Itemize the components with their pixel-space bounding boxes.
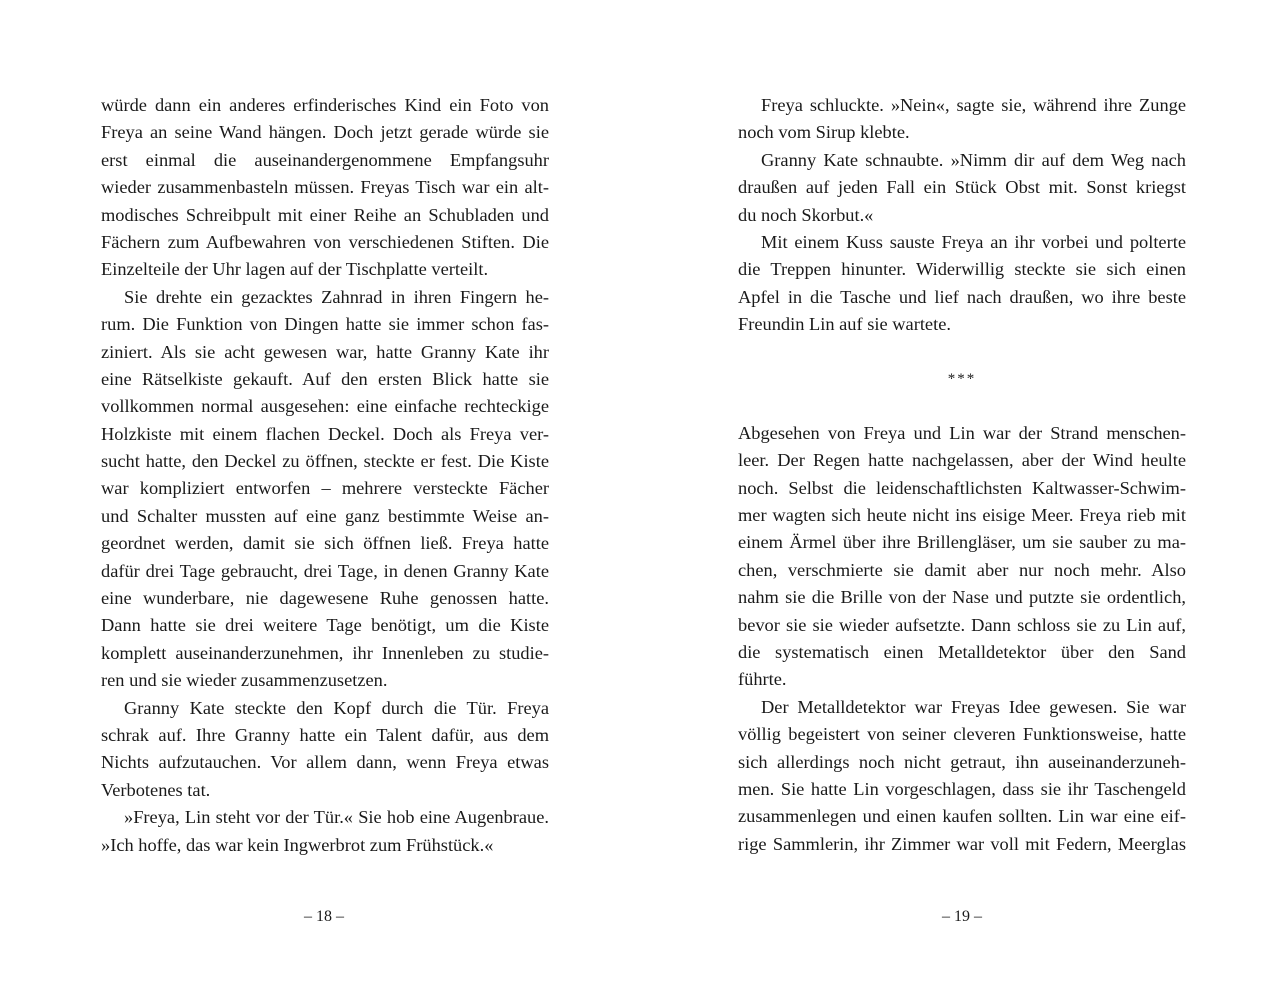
text-line: Freya an seine Wand hängen. Doch jetzt gerade würde sie xyxy=(101,122,549,143)
text-line: Verbotenes tat. xyxy=(101,779,211,800)
page-number-right: – 19 – xyxy=(942,908,982,925)
text-line: und Schalter mussten auf eine ganz bestimmte Weise an- xyxy=(101,505,549,526)
text-line: Dann hatte sie drei weitere Tage benötigt, um die Kiste xyxy=(101,615,549,636)
text-line: eine wunderbare, nie dagewesene Ruhe genossen hatte. xyxy=(101,588,549,609)
right-page-text xyxy=(738,92,1186,858)
text-line: modisches Schreibpult mit einer Reihe an Schubladen und xyxy=(101,204,549,225)
text-line: »Freya, Lin steht vor der Tür.« Sie hob eine Augenbraue. xyxy=(124,807,549,828)
left-page xyxy=(0,0,642,1000)
text-line: Freya schluckte. »Nein«, sagte sie, während ihre Zunge xyxy=(761,95,1186,115)
text-line: sucht hatte, den Deckel zu öffnen, steckte er fest. Die Kiste xyxy=(101,451,549,472)
right-page-text-top xyxy=(738,92,1186,339)
paragraph xyxy=(101,804,549,859)
text-line: chen, verschmierte sie damit aber nur noch mehr. Also xyxy=(738,559,1186,580)
text-line: führte. xyxy=(738,669,787,690)
left-page-text xyxy=(101,92,549,859)
right-page-text-bottom xyxy=(738,420,1186,858)
text-line: bevor sie sie wieder aufsetzte. Dann schloss sie zu Lin auf, xyxy=(738,614,1186,635)
text-line: mer wagten sich heute nicht ins eisige Meer. Freya rieb mit xyxy=(738,505,1186,526)
text-line: einem Ärmel über ihre Brillengläser, um sie sauber zu ma- xyxy=(738,532,1186,553)
text-line: die systematisch einen Metalldetektor über den Sand xyxy=(738,642,1186,663)
text-line: Der Metalldetektor war Freyas Idee gewesen. Sie war xyxy=(761,696,1186,717)
text-line: ziniert. Als sie acht gewesen war, hatte Granny Kate ihr xyxy=(101,341,549,362)
page-number-left: – 18 – xyxy=(304,908,344,925)
paragraph xyxy=(738,694,1186,858)
text-line: Nichts aufzutauchen. Vor allem dann, wenn Freya etwas xyxy=(101,752,549,773)
text-line: vollkommen normal ausgesehen: eine einfache rechteckige xyxy=(101,396,549,417)
text-line: »Ich hoffe, das war kein Ingwerbrot zum Frühstück.« xyxy=(101,834,494,855)
text-line: komplett auseinanderzunehmen, ihr Innenleben zu studie- xyxy=(101,642,549,663)
paragraph xyxy=(738,420,1186,694)
text-line: draußen auf jeden Fall ein Stück Obst mit. Sonst kriegst xyxy=(738,177,1186,198)
text-line: nahm sie die Brille von der Nase und putzte sie ordentlich, xyxy=(738,587,1186,608)
section-separator: *** xyxy=(947,370,977,387)
text-line: eine Rätselkiste gekauft. Auf den ersten Blick hatte sie xyxy=(101,368,549,389)
text-line: Abgesehen von Freya und Lin war der Strand menschen- xyxy=(738,422,1186,443)
text-line: Einzelteile der Uhr lagen auf der Tischplatte verteilt. xyxy=(101,259,489,280)
text-line: rige Sammlerin, ihr Zimmer war voll mit Federn, Meerglas xyxy=(738,833,1186,854)
right-page xyxy=(643,0,1285,1000)
text-line: Granny Kate schnaubte. »Nimm dir auf dem Weg nach xyxy=(761,149,1186,170)
text-line: sich allerdings noch nicht getraut, ihn auseinanderzuneh- xyxy=(738,751,1186,772)
text-line: Holzkiste mit einem flachen Deckel. Doch als Freya ver- xyxy=(101,423,549,444)
paragraph xyxy=(101,92,549,284)
text-line: Sie drehte ein gezacktes Zahnrad in ihren Fingern he- xyxy=(124,286,549,307)
paragraph xyxy=(738,229,1186,339)
text-line: Fächern zum Aufbewahren von verschiedenen Stiften. Die xyxy=(101,231,549,252)
paragraph xyxy=(101,284,549,695)
text-line: dafür drei Tage gebraucht, drei Tage, in denen Granny Kate xyxy=(101,560,549,581)
text-line: zusammenlegen und einen kaufen sollten. Lin war eine eif- xyxy=(738,806,1186,827)
paragraph xyxy=(738,147,1186,229)
text-line: erst einmal die auseinandergenommene Empfangsuhr xyxy=(101,149,549,170)
paragraph xyxy=(738,92,1186,147)
text-line: würde dann ein anderes erfinderisches Kind ein Foto von xyxy=(101,95,549,115)
text-line: die Treppen hinunter. Widerwillig steckte sie sich einen xyxy=(738,259,1186,280)
text-line: war kompliziert entworfen – mehrere versteckte Fächer xyxy=(101,478,549,499)
text-line: Apfel in die Tasche und lief nach draußen, wo ihre beste xyxy=(738,286,1186,307)
text-line: ren und sie wieder zusammenzusetzen. xyxy=(101,670,388,691)
text-line: Freundin Lin auf sie wartete. xyxy=(738,314,951,335)
text-line: du noch Skorbut.« xyxy=(738,204,874,225)
text-line: wieder zusammenbasteln müssen. Freyas Tisch war ein alt- xyxy=(101,177,549,198)
text-line: geordnet werden, damit sie sich öffnen ließ. Freya hatte xyxy=(101,533,549,554)
text-line: schrak auf. Ihre Granny hatte ein Talent dafür, aus dem xyxy=(101,724,549,745)
text-line: Granny Kate steckte den Kopf durch die Tür. Freya xyxy=(124,697,549,718)
text-line: leer. Der Regen hatte nachgelassen, aber der Wind heulte xyxy=(738,450,1186,471)
text-line: men. Sie hatte Lin vorgeschlagen, dass sie ihr Taschengeld xyxy=(738,778,1186,799)
text-line: rum. Die Funktion von Dingen hatte sie immer schon fas- xyxy=(101,314,549,335)
paragraph xyxy=(101,695,549,805)
text-line: noch. Selbst die leidenschaftlichsten Kaltwasser-Schwim- xyxy=(738,477,1186,498)
text-line: noch vom Sirup klebte. xyxy=(738,122,910,143)
text-line: völlig begeistert von seiner cleveren Funktionsweise, hatte xyxy=(738,724,1186,745)
text-line: Mit einem Kuss sauste Freya an ihr vorbei und polterte xyxy=(761,231,1186,252)
